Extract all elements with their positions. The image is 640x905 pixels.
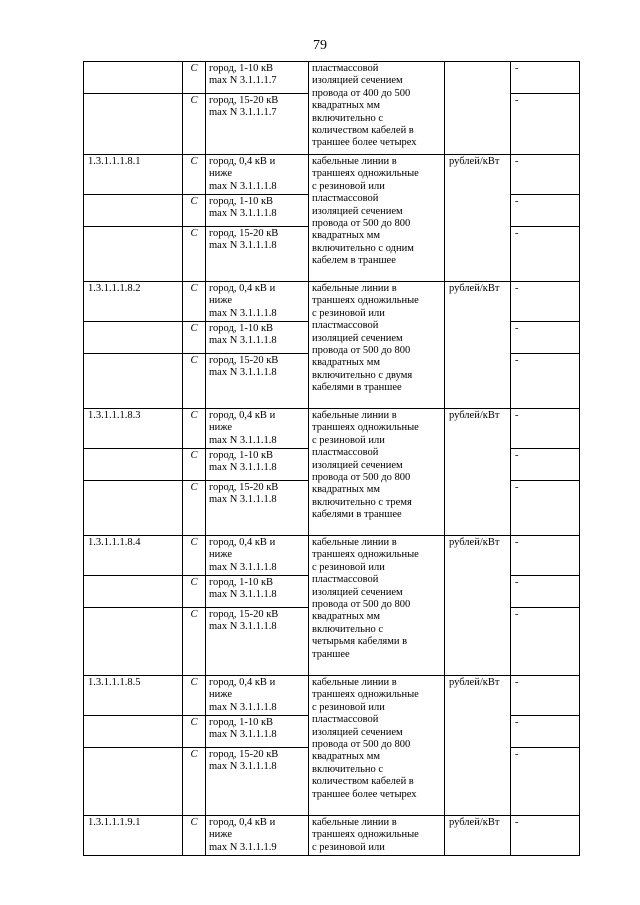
unit-cell: рублей/кВт [445,536,511,676]
cell-line: траншеях одножильные [312,168,419,180]
cell-line: max N 3.1.1.1.8 [209,367,277,379]
value-cell: - [511,195,580,227]
cell-line: пластмассовой [312,193,379,205]
item-code-cell [84,322,183,354]
cell-line: max N 3.1.1.1.8 [209,208,277,220]
cell-line: пластмассовой [312,447,379,459]
cell-line: изоляцией сечением [312,459,403,471]
unit-cell: рублей/кВт [445,816,511,856]
cell-line: кабельные линии в [312,537,397,548]
item-code-cell [84,449,183,481]
cell-line: квадратных мм [312,230,380,242]
cell-line: max N 3.1.1.1.7 [209,75,277,87]
cell-line: город, 1-10 кВ [209,717,274,728]
cell-line: max N 3.1.1.1.9 [209,841,277,853]
item-code-cell [84,354,183,409]
cell-line: город, 0,4 кВ и [209,817,276,828]
cell-line: кабельные линии в [312,817,397,828]
voltage-category-cell [206,195,309,227]
value-cell: - [511,481,580,536]
tariff-level-cell: C [183,576,206,608]
item-code-cell: 1.3.1.1.1.8.3 [84,409,183,449]
cell-line: город, 0,4 кВ и [209,156,276,167]
table-row [84,816,580,856]
cell-line: изоляцией сечением [312,726,403,738]
item-code-cell [84,62,183,94]
cell-line: город, 0,4 кВ и [209,410,276,421]
cell-line: траншеях одножильные [312,829,419,841]
cell-line: с резиновой или [312,180,385,192]
cell-line: ниже [209,422,233,434]
value-cell: - [511,576,580,608]
cell-line: max N 3.1.1.1.8 [209,729,277,741]
cell-line: квадратных мм [312,357,380,369]
tariff-level-cell: C [183,536,206,576]
voltage-category-cell [206,536,309,576]
value-cell: - [511,676,580,716]
cell-line: город, 15-20 кВ [209,355,279,366]
cell-line: город, 15-20 кВ [209,228,279,239]
cell-line: кабелями в траншее [312,382,402,394]
cell-line: количеством кабелей в [312,125,414,137]
cell-line: включительно с [312,763,384,775]
cell-line: max N 3.1.1.1.8 [209,589,277,601]
cell-line: изоляцией сечением [312,75,403,87]
cell-line: с резиновой или [312,561,385,573]
cell-line: max N 3.1.1.1.7 [209,107,277,119]
cell-line: max N 3.1.1.1.8 [209,621,277,633]
cell-line: кабельные линии в [312,677,397,688]
voltage-category-cell [206,481,309,536]
voltage-category-cell [206,62,309,94]
value-cell: - [511,608,580,676]
unit-cell: рублей/кВт [445,409,511,536]
table-row [84,155,580,195]
cell-line: траншеях одножильные [312,689,419,701]
value-cell: - [511,62,580,94]
cell-line: квадратных мм [312,751,380,763]
cell-line: кабельные линии в [312,156,397,167]
description-cell [309,816,445,856]
tariff-level-cell: C [183,816,206,856]
voltage-category-cell [206,449,309,481]
cell-line: включительно с двумя [312,369,413,381]
cell-line: город, 1-10 кВ [209,323,274,334]
tariff-table-grid [83,61,580,856]
tariff-level-cell: C [183,155,206,195]
unit-cell [445,62,511,155]
cell-line: с резиновой или [312,701,385,713]
cell-line: траншеях одножильные [312,549,419,561]
page-number: 79 [313,38,327,53]
cell-line: провода от 500 до 800 [312,472,411,484]
unit-cell: рублей/кВт [445,155,511,282]
cell-line: max N 3.1.1.1.8 [209,307,277,319]
cell-line: квадратных мм [312,611,380,623]
item-code-cell [84,195,183,227]
cell-line: кабельные линии в [312,283,397,294]
value-cell: - [511,282,580,322]
voltage-category-cell [206,409,309,449]
item-code-cell: 1.3.1.1.1.8.5 [84,676,183,716]
value-cell: - [511,94,580,155]
cell-line: кабельные линии в [312,410,397,421]
cell-line: город, 0,4 кВ и [209,537,276,548]
value-cell: - [511,748,580,816]
cell-line: траншеях одножильные [312,422,419,434]
cell-line: max N 3.1.1.1.8 [209,701,277,713]
cell-line: траншее [312,648,350,660]
table-row [84,676,580,716]
item-code-cell [84,748,183,816]
cell-line: город, 15-20 кВ [209,95,279,106]
cell-line: город, 15-20 кВ [209,482,279,493]
cell-line: ниже [209,168,233,180]
cell-line: пластмассовой [312,574,379,586]
cell-line: пластмассовой [312,320,379,332]
cell-line: город, 1-10 кВ [209,450,274,461]
table-body [84,62,580,856]
cell-line: квадратных мм [312,100,380,112]
cell-line: включительно с одним [312,242,414,254]
tariff-level-cell: C [183,716,206,748]
voltage-category-cell [206,816,309,856]
tariff-level-cell: C [183,449,206,481]
cell-line: включительно с тремя [312,496,412,508]
value-cell: - [511,409,580,449]
cell-line: max N 3.1.1.1.8 [209,494,277,506]
description-cell [309,282,445,409]
description-cell [309,62,445,155]
voltage-category-cell [206,282,309,322]
value-cell: - [511,536,580,576]
value-cell: - [511,227,580,282]
voltage-category-cell [206,716,309,748]
tariff-level-cell: C [183,481,206,536]
cell-line: траншее более четырех [312,137,417,149]
tariff-level-cell: C [183,282,206,322]
cell-line: изоляцией сечением [312,205,403,217]
cell-line: с резиновой или [312,841,385,853]
item-code-cell [84,716,183,748]
tariff-level-cell: C [183,608,206,676]
cell-line: max N 3.1.1.1.8 [209,462,277,474]
unit-cell: рублей/кВт [445,676,511,816]
cell-line: изоляцией сечением [312,332,403,344]
cell-line: max N 3.1.1.1.8 [209,434,277,446]
voltage-category-cell [206,676,309,716]
tariff-level-cell: C [183,354,206,409]
tariff-level-cell: C [183,195,206,227]
voltage-category-cell [206,608,309,676]
item-code-cell [84,481,183,536]
value-cell: - [511,155,580,195]
voltage-category-cell [206,576,309,608]
tariff-level-cell: C [183,227,206,282]
cell-line: город, 1-10 кВ [209,577,274,588]
value-cell: - [511,716,580,748]
cell-line: ниже [209,689,233,701]
item-code-cell [84,227,183,282]
voltage-category-cell [206,227,309,282]
tariff-level-cell: C [183,676,206,716]
cell-line: изоляцией сечением [312,586,403,598]
table-row [84,409,580,449]
voltage-category-cell [206,322,309,354]
cell-line: с резиновой или [312,307,385,319]
tariff-level-cell: C [183,94,206,155]
cell-line: max N 3.1.1.1.8 [209,761,277,773]
description-cell [309,676,445,816]
item-code-cell: 1.3.1.1.1.8.4 [84,536,183,576]
item-code-cell: 1.3.1.1.1.8.2 [84,282,183,322]
cell-line: провода от 400 до 500 [312,87,411,99]
cell-line: max N 3.1.1.1.8 [209,561,277,573]
voltage-category-cell [206,94,309,155]
cell-line: max N 3.1.1.1.8 [209,240,277,252]
cell-line: траншеях одножильные [312,295,419,307]
description-cell [309,155,445,282]
table-row [84,536,580,576]
cell-line: пластмассовой [312,63,379,74]
cell-line: провода от 500 до 800 [312,599,411,611]
table-row [84,62,580,94]
tariff-level-cell: C [183,748,206,816]
cell-line: провода от 500 до 800 [312,218,411,230]
cell-line: траншее более четырех [312,788,417,800]
cell-line: провода от 500 до 800 [312,739,411,751]
cell-line: max N 3.1.1.1.8 [209,335,277,347]
value-cell: - [511,449,580,481]
cell-line: город, 1-10 кВ [209,196,274,207]
voltage-category-cell [206,748,309,816]
cell-line: город, 0,4 кВ и [209,677,276,688]
tariff-level-cell: C [183,409,206,449]
cell-line: ниже [209,295,233,307]
item-code-cell: 1.3.1.1.1.8.1 [84,155,183,195]
description-cell [309,409,445,536]
description-cell [309,536,445,676]
cell-line: город, 0,4 кВ и [209,283,276,294]
item-code-cell [84,608,183,676]
cell-line: кабелем в траншее [312,255,396,267]
cell-line: квадратных мм [312,484,380,496]
cell-line: пластмассовой [312,714,379,726]
value-cell: - [511,354,580,409]
tariff-table [83,61,579,856]
item-code-cell [84,576,183,608]
cell-line: кабелями в траншее [312,509,402,521]
cell-line: город, 15-20 кВ [209,609,279,620]
cell-line: включительно с [312,623,384,635]
cell-line: ниже [209,549,233,561]
value-cell: - [511,322,580,354]
value-cell: - [511,816,580,856]
unit-cell: рублей/кВт [445,282,511,409]
tariff-level-cell: C [183,322,206,354]
cell-line: включительно с [312,112,384,124]
cell-line: количеством кабелей в [312,776,414,788]
item-code-cell: 1.3.1.1.1.9.1 [84,816,183,856]
item-code-cell [84,94,183,155]
cell-line: город, 15-20 кВ [209,749,279,760]
cell-line: провода от 500 до 800 [312,345,411,357]
voltage-category-cell [206,354,309,409]
cell-line: ниже [209,829,233,841]
cell-line: с резиновой или [312,434,385,446]
cell-line: город, 1-10 кВ [209,63,274,74]
table-row [84,282,580,322]
cell-line: max N 3.1.1.1.8 [209,180,277,192]
cell-line: четырьмя кабелями в [312,636,408,648]
voltage-category-cell [206,155,309,195]
tariff-level-cell: C [183,62,206,94]
